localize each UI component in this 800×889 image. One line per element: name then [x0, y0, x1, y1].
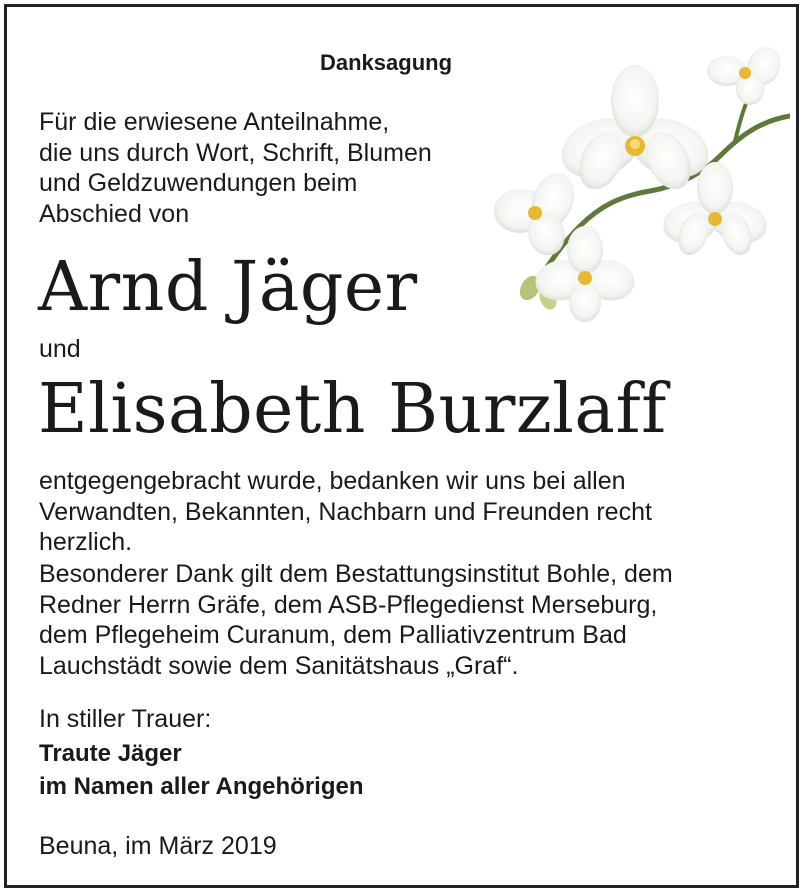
body-line: herzlich.: [39, 528, 133, 556]
deceased-name-1: Arnd Jäger: [38, 248, 418, 327]
signer-name: Traute Jäger: [39, 740, 182, 767]
signer-note: im Namen aller Angehörigen: [39, 773, 364, 800]
orchid-image: [490, 26, 790, 326]
body-line: Lauchstädt sowie dem Sanitätshaus „Graf“.: [39, 651, 519, 680]
body-line: dem Pflegeheim Curanum, dem Palliativzentrum Bad: [39, 621, 627, 649]
conjunction: und: [39, 335, 81, 363]
notice-heading: Danksagung: [320, 50, 453, 75]
intro-text: [39, 107, 432, 229]
intro-line: die uns durch Wort, Schrift, Blumen: [39, 138, 432, 167]
special-thanks-paragraph: [39, 559, 673, 681]
intro-line: Abschied von: [39, 199, 190, 228]
intro-line: und Geldzuwendungen beim: [39, 169, 358, 197]
mourning-label: In stiller Trauer:: [39, 705, 212, 733]
deceased-name-2: Elisabeth Burzlaff: [38, 370, 667, 449]
intro-line: Für die erwiesene Anteilnahme,: [39, 108, 390, 136]
body-line: Besonderer Dank gilt dem Bestattungsinstitut Bohle, dem: [39, 560, 673, 588]
body-line: Verwandten, Bekannten, Nachbarn und Freunden recht: [39, 497, 652, 526]
thanks-paragraph: [39, 466, 652, 558]
place-date: Beuna, im März 2019: [39, 832, 277, 860]
body-line: Redner Herrn Gräfe, dem ASB-Pflegedienst Merseburg,: [39, 590, 658, 619]
body-line: entgegengebracht wurde, bedanken wir uns bei allen: [39, 467, 626, 495]
